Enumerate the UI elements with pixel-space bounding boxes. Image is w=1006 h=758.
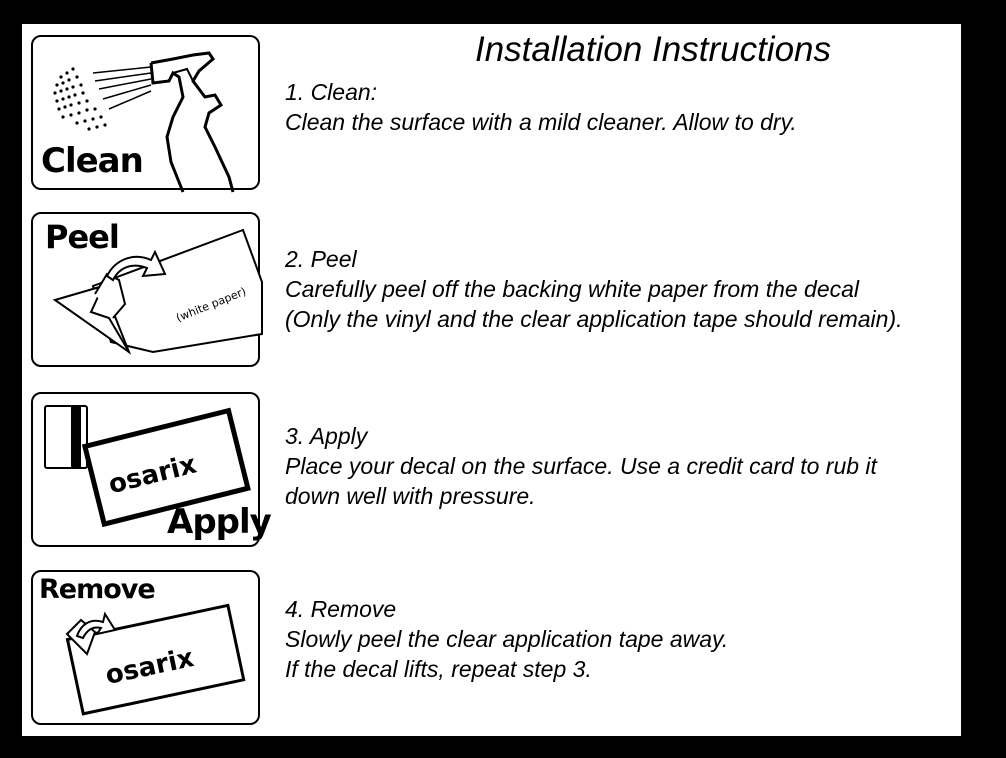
remove-decal-text: osarix	[102, 643, 197, 691]
step-4-text	[285, 594, 965, 684]
step-1-heading: 1. Clean:	[285, 79, 378, 105]
step-2-text	[285, 244, 965, 334]
clean-card-label: Clean	[41, 141, 143, 181]
peel-card-label: Peel	[45, 218, 119, 256]
apply-card	[31, 392, 271, 547]
step-3-text	[285, 421, 965, 511]
step-1-text	[285, 77, 965, 137]
step-2-heading: 2. Peel	[285, 246, 357, 272]
remove-card	[31, 570, 260, 725]
page-title: Installation Instructions	[474, 30, 831, 69]
step-3-heading: 3. Apply	[285, 423, 368, 449]
white-paper-label: (white paper)	[174, 284, 248, 325]
step-3-line-2: down well with pressure.	[285, 483, 536, 509]
step-3-line-1: Place your decal on the surface. Use a credit card to rub it	[285, 453, 877, 479]
clean-card	[31, 35, 260, 190]
peel-card	[31, 212, 260, 367]
step-1-line-1: Clean the surface with a mild cleaner. Allow to dry.	[285, 109, 797, 135]
remove-card-label: Remove	[39, 574, 155, 605]
step-2-line-1: Carefully peel off the backing white paper from the decal	[285, 276, 860, 302]
step-2-line-2: (Only the vinyl and the clear application tape should remain).	[285, 306, 903, 332]
step-4-line-1: Slowly peel the clear application tape away.	[285, 626, 729, 652]
step-4-line-2: If the decal lifts, repeat step 3.	[285, 656, 592, 682]
apply-decal-text: osarix	[105, 449, 200, 501]
step-4-heading: 4. Remove	[285, 596, 397, 622]
apply-card-label: Apply	[167, 502, 271, 542]
